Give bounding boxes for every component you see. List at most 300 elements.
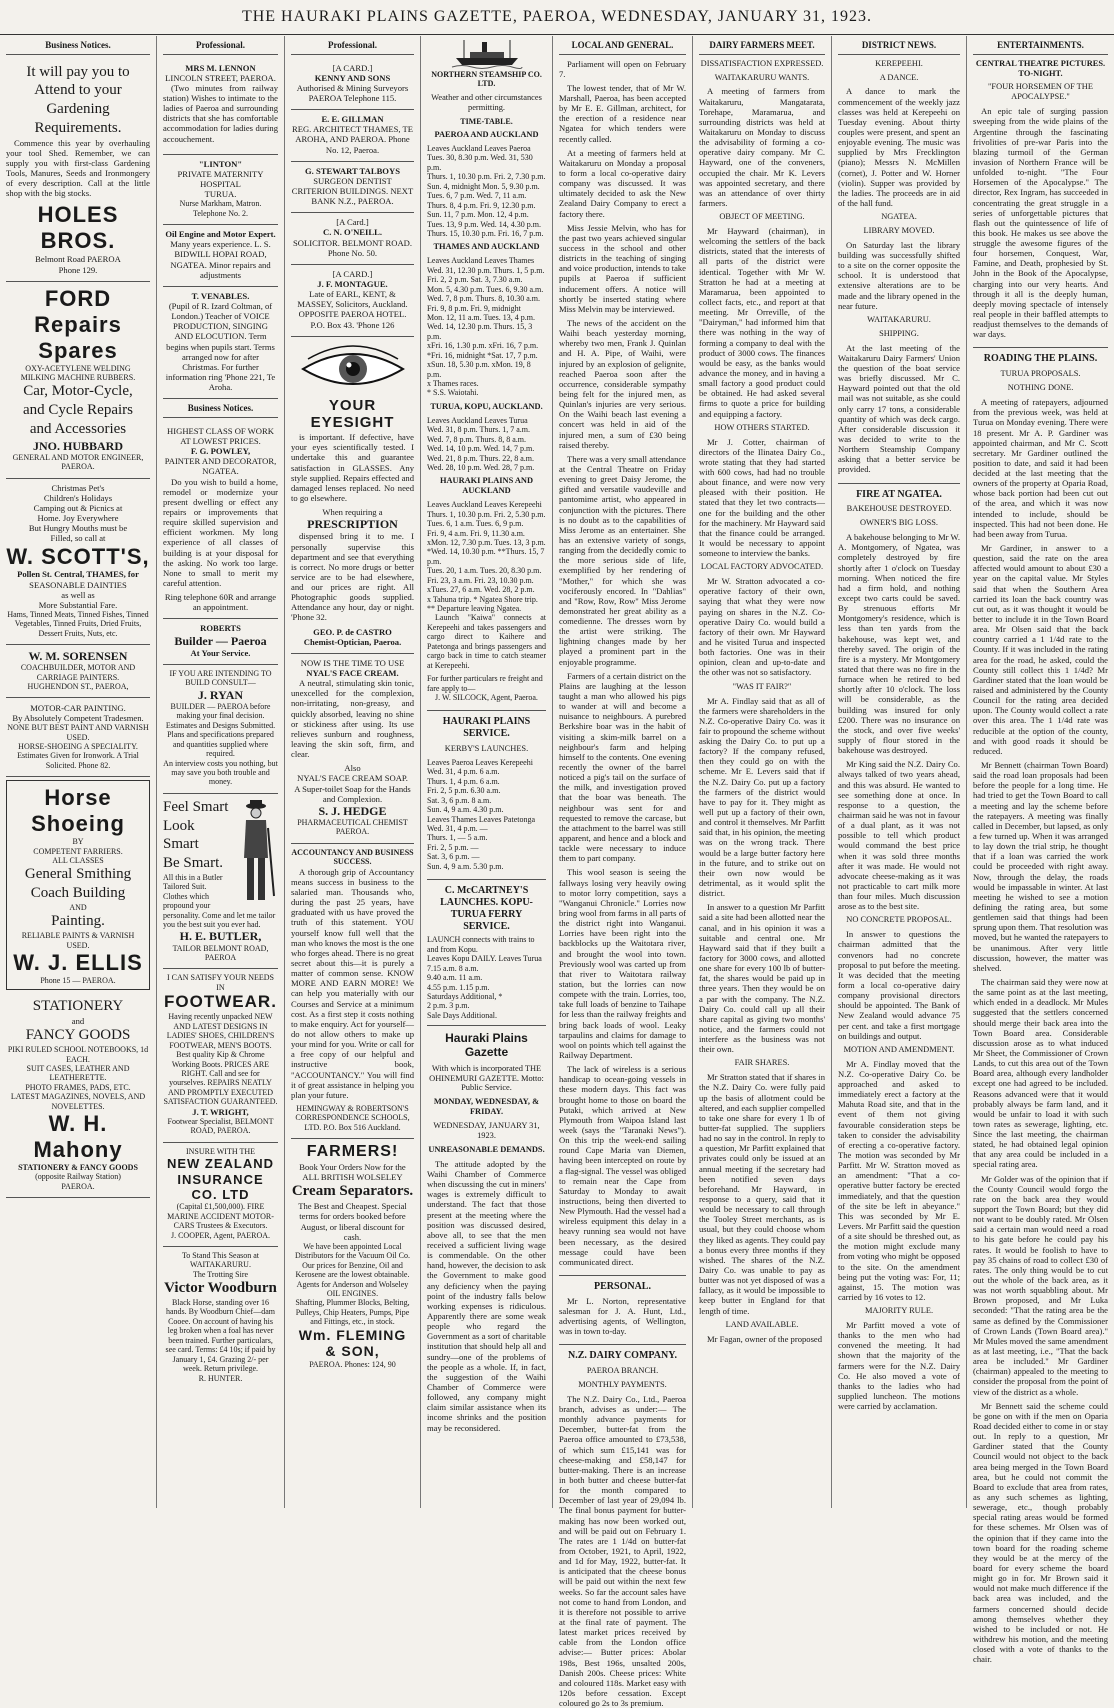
column-header: ENTERTAINMENTS. [973, 36, 1108, 55]
ad-headline: NEW ZEALAND INSURANCE CO. LTD [166, 1156, 275, 1202]
steamship-company: NORTHERN STEAMSHIP CO. LTD. [431, 70, 542, 89]
timetable-row: Fri. 9, 8 p.m. Fri. 9, midnight [427, 303, 521, 313]
column-header: LOCAL AND GENERAL. [559, 36, 686, 55]
article-paragraph: There was a very small attendance at the Central Theatre on Friday evening to greet Daisy Jerome, the gifted and versatile vaudeville and pantomime artist, who appeared in conjunction with the pictures. There is no doubt as to the capabilities of Miss Jerome as an entertainer. She has an extensive variety of songs, ranging from the decidedly comic to the more serious side of life, exemplified by her rendering of "Mother," for which she was vociferously encored. In "Dahlias" and "Row, Row, Row" Miss Jerome demonstrated her great ability as a comedienne. The dresses worn by the artist were striking. The lightning changes made by her played a prominent part in the enjoyable programme. [559, 453, 686, 667]
article-paragraph: LAUNCH connects with trains to and from Kopu. [427, 935, 535, 954]
ad-line: Book Your Orders Now for the ALL BRITISH WOLSELEY [299, 1162, 406, 1183]
ad-headline: Look [163, 817, 195, 834]
article-paragraph: Mr W. Stratton advocated a co-operative factory of their own, saying that what they were now paying on shares in the N.Z. Co-operative Dairy Co. would build a factory of their own. Mr Hayward and he visited Turua and inspected both factories. One was in their opinion, clean and up-to-date and the other was not so satisfactory. [699, 576, 825, 678]
scott-ad [6, 479, 150, 646]
ad-body: A thorough grip of Accountancy means success in business to the salaried man. Thousands who, during the past 25 years, have graduated with us have proved the truth of this statement. YOU yourself know full well that the man who knows the most is the one who forges ahead. There is no great secret about this—it is purely a matter of common sense. KNOW MORE AND EARN MORE! We can help you materially with our Courses and Service at a minimum cost. As a first step it costs nothing to make enquiry. Act for yourself—do not allow others to make up your mind for you. Write or call for a free copy of our helpful and instructive book, "ACCOUNTANCY." You will find it of great assistance in helping you plan your future. [291, 866, 414, 1100]
victor-woodburn-ad [163, 1247, 278, 1389]
ad-headline: At Your Service. [190, 647, 251, 658]
timetable-row: xFri. 16, 1.30 p.m. xFri. 16, 7 p.m. [427, 341, 539, 351]
section-subheading: MONTHLY PAYMENTS. [578, 1379, 667, 1389]
ad-body: The Best and Cheapest. Special terms for orders booked before August, or liberal discount for cash. [298, 1201, 407, 1242]
advertiser-name: JNO. HUBBARD [32, 438, 123, 453]
ad-line: MILKING MACHINE RUBBERS. [20, 372, 136, 382]
ad-line: NYAL'S FACE CREAM SOAP. [297, 773, 408, 784]
ad-address: LINCOLN STREET, PAEROA. [165, 72, 276, 83]
section-subheading: "FOUR HORSEMEN OF THE APOCALYPSE." [988, 82, 1093, 102]
section-heading: PERSONAL. [559, 1275, 686, 1293]
column-entertainments [967, 36, 1114, 1665]
ad-line: For further particulars re freight and fare apply to— [427, 674, 543, 693]
section-heading: ROADING THE PLAINS. [973, 347, 1108, 365]
timetable-row: Sale Days Additional. [427, 1010, 497, 1020]
ad-line: INSURE WITH THE [185, 1146, 256, 1156]
column-header: Professional. [163, 36, 278, 55]
talboys-ad [291, 162, 414, 214]
section-subheading: SHIPPING. [879, 328, 919, 338]
agent-name: J. W. SILCOCK, Agent, Paeroa. [435, 692, 538, 702]
article-paragraph: A meeting of ratepayers, adjourned from the previous week, was held at Turua on Monday evening. There were 18 present. Mr A. P. Gardiner was appointed chairman, and Mr C. Scott secretary. Mr Gardiner outlined the position to date, and said it had been decided at the last meeting that the owners of the property at Oparia Road, whose back portion had been cut out of the area, and which it was now intended to include, should be inspected. This had not been done. He had been away from Turua. [973, 397, 1108, 539]
column-professional [157, 36, 285, 1508]
ad-headline: ACCOUNTANCY AND BUSINESS SUCCESS. [291, 847, 414, 867]
timetable-row: Tues. 30, 8.30 p.m. Wed. 31, 530 p.m. [427, 153, 533, 172]
route-title: PAEROA AND AUCKLAND [434, 130, 539, 140]
gillman-ad [291, 110, 414, 162]
column-header: DISTRICT NEWS. [838, 36, 960, 55]
article-paragraph: At the last meeting of the Waitakaruru Dairy Farmers' Union the question of the boat service was briefly discussed. Mr C. Hayward pointed out that the old mail was not suitable, as she could only carry 17 tons, a considerable quantity of which was deck cargo. After considerable discussion it was decided to write to the Northern Steamship Company asking that a better service be provided. [838, 342, 960, 475]
article-paragraph: Launch "Kaiwa" connects at Kerepeehi and takes passengers and cargo direct to Kaihere and Patetonga and brings passengers and cargo back in time to catch steamer at Kerepeehi. [427, 613, 546, 670]
ad-address: Pollen St. Central, THAMES, for [17, 569, 139, 580]
ad-headline: Attend to your [34, 82, 122, 99]
wright-ad [163, 969, 278, 1142]
article-paragraph: Mr Hayward (chairman), in welcoming the settlers of the back districts, stated that the interests of all parts of the district were identical. Together with Mr W. Stratton he had at a meeting at Maramarua, been appointed to collect facts, etc., and report at that meeting. Mr Orreville, of the "Dairyman," had informed him that there was nothing in the way of forming a company to deal with the product of 3000 cows. The finances would be easy, as the banks would advance the money, and in having a small factory a good product could be obtained. He had asked several firms to quote a price for building and equipping a factory. [699, 226, 825, 419]
timetable-row: Thurs. 1, 10.30 p.m. Fri. 2, 5.30 p.m. [427, 509, 546, 519]
column-header: Professional. [291, 36, 414, 55]
timetable-row: Wed. 7, 8 p.m. Thurs. 8, 10.30 a.m. [427, 294, 540, 304]
route-columns: Leaves Auckland Leaves Thames [427, 256, 535, 266]
timetable-row: *Fri. 16, midnight *Sat. 17, 7 p.m. [427, 350, 538, 360]
bidwill-ad [163, 225, 278, 287]
masthead: THE HAURAKI PLAINS GAZETTE, PAEROA, WEDNESDAY, JANUARY 31, 1923. [0, 0, 1114, 35]
article-paragraph: Farmers of a certain district on the Plains are laughing at the lesson taught a man who allowed his pigs to wander at will and become a nuisance to neighbours. A purebred Berkshire boar was in the habit of visiting a skim-milk barrel on a neighbour's farm and helping himself to the contents. One evening recently the owner of the barrel noticed a pig's tail on the surface of the milk, and investigation proved that the boar was beneath. The neighbour was sent for and requested to remove the carcase, but the attachment to the barrel was still apparent, and hence and a block and tackle were necessary to induce them to part company. [559, 670, 686, 864]
ad-address: Belmont Road PAEROA [35, 254, 121, 265]
ad-body: Authorised & Mining Surveyors PAEROA Telephone 115. [296, 82, 409, 104]
ad-line: [A CARD.] [332, 62, 373, 73]
article-paragraph: Mr Fagan, owner of the proposed [707, 1333, 823, 1344]
ad-line: COMPETENT FARRIERS. [33, 846, 123, 856]
article-paragraph: Mr A. Findlay moved that the N.Z. Co-operative Dairy Co. be approached and asked to immediately erect a factory at the Mahuta Road site, and that in the event of them not giving favourable consideration steps be taken to consider the advisability of erecting a co-operative factory. The motion was seconded by Mr Parfitt. Mr W. Stratton moved as an amendment: "That a co-operative butter factory be erected immediately, and that the question of the site be left in abeyance." This was seconded by Mr E. Levers. Mr Parfitt said the question of a site should be threshed out, as the motion might exclude many from voting who might be opposed to the site. On the amendment being put the voting was: For, 11; against, 15. The motion was carried by 16 votes to 12. [838, 1058, 960, 1302]
ryan-ad [163, 665, 278, 794]
timetable-row: Wed. 31, 4 p.m. 6 a.m. [427, 767, 500, 777]
oneill-ad [291, 213, 414, 265]
ad-headline: STATIONERY [32, 998, 124, 1015]
timetable-row: Fri. 2, 5 p.m. 6.30 a.m. [427, 786, 501, 796]
ad-address: PAEROA. Phones: 124, 90 [309, 1359, 396, 1369]
ad-line: ALL CLASSES [52, 856, 104, 866]
eye-illustration-icon [298, 345, 408, 393]
ad-body: (Capital £1,500,000). FIRE MARINE ACCIDENT MOTOR-CARS Trustees & Executors. [167, 1202, 274, 1231]
article-paragraph: An epic tale of surging passion sweeping from the wide plains of the Argentine through the fascinating frivolities of pre-war Paris into the blazing turmoil of the German invasion of Northern France will be unfolded to-night. "The Four Horsemen of the Apocalypse." The director, Rex Ingram, has succeeded in concentrating the great struggle in a series of unforgettable pictures that flash out the quintessence of life of this book. He makes us see above the struggle the awesome figures of the four horsemen, Conquest, War, Famine, and Death, prophesied by St. John in the Book of the Apocalypse, charging into our very hearts. And through it all is the deeply human, deeply moving spectacle of intensely real people in their baffled attempts to readjust themselves to the demands of war days. [973, 106, 1108, 340]
powley-ad [163, 422, 278, 620]
timetable-row: Wed. 14, 10 p.m. Wed. 14, 7 p.m. [427, 444, 535, 454]
ad-line: RELIABLE PAINTS & VARNISH USED. [21, 931, 135, 950]
gazette-days: MONDAY, WEDNESDAY, & FRIDAY. [433, 1097, 540, 1117]
ad-body: SOLICITOR. BELMONT ROAD. Phone No. 50. [292, 237, 413, 258]
ad-line: [A CARD.] [332, 268, 373, 279]
timetable-row: *Wed. 14, 10.30 p.m. **Thurs. 15, 7 p.m. [427, 547, 545, 566]
timetable-row: Tues. 20, 1 a.m. Tues. 20, 8.30 p.m. [427, 566, 542, 576]
timetable-row: Sat. 3, 6 p.m. 8 a.m. [427, 795, 492, 805]
ellis-ad [6, 780, 150, 990]
ad-headline: Spares [38, 337, 118, 363]
ad-address: Footwear Specialist, BELMONT ROAD, PAEROA. [167, 1116, 274, 1136]
ad-address: PAEROA. [61, 1181, 95, 1191]
timetable-row: Thurs. 8, 4 p.m. Fri. 9, 12.30 p.m. [427, 200, 536, 210]
gazette-title: Hauraki Plains Gazette [445, 1031, 528, 1060]
route-columns: Leaves Auckland Leaves Kerepeehi [427, 500, 542, 510]
advertiser-name: HEMINGWAY & ROBERTSON'S CORRESPONDENCE SCHOOLS, LTD. P.O. Box 516 Auckland. [295, 1104, 410, 1132]
timetable-row: 7.15 a.m. 8 a.m. [427, 963, 479, 973]
ad-line: To Stand This Season at WAITAKARURU. [181, 1250, 260, 1270]
ad-headline: PRESCRIPTION [307, 517, 398, 532]
section-subheading: WAITAKARURU. [867, 314, 931, 324]
column-professional-2 [285, 36, 421, 1508]
advertiser-name: "LINTON" [198, 158, 243, 169]
section-header: Business Notices. [163, 399, 278, 418]
ad-line: PHARMACEUTICAL CHEMIST PAEROA. [297, 818, 408, 837]
montague-ad [291, 265, 414, 337]
ad-line: Camping out & Picnics at [33, 502, 123, 513]
advertiser-name: ROBERTS [200, 623, 241, 634]
timetable-row: Thurs. 1, 10.30 p.m. Fri. 2, 7.30 p.m. [427, 172, 546, 182]
ad-body: REG. ARCHITECT THAMES, TE AROHA, AND PAEROA. Phone No. 12, Paeroa. [291, 124, 414, 155]
timetable-row: 9.40 a.m. 11 a.m. [427, 973, 483, 983]
timetable-row: Mon. 5, 4.30 p.m. Tues. 6, 9.30 a.m. [427, 284, 544, 294]
section-heading: FIRE AT NGATEA. [838, 483, 960, 501]
ad-headline: and Accessories [29, 420, 127, 437]
ad-line: STATIONERY & FANCY GOODS [18, 1163, 138, 1173]
ad-line: Ring telephone 60R and arrange an appointment. [164, 592, 277, 613]
timetable-row: Thurs. 1, 4 p.m. 6 a.m. [427, 776, 500, 786]
advertiser-name: G. STEWART TALBOYS [305, 165, 400, 176]
steamship-illustration-icon [452, 38, 522, 68]
ad-line: LATEST MAGAZINES, NOVELS, AND NOVELETTES. [10, 1092, 146, 1111]
ad-headline: Painting. [51, 913, 105, 930]
article-paragraph: Mr A. Findlay said that as all of the farmers were shareholders in the N.Z. Co-operative Dairy Co. was it fair to propound the scheme without asking the Dairy Co. to put up a factory? If the company refused, then they could go on with the scheme. Mr E. Levers said that if the N.Z. Dairy Co. put up a factory the farmers of the district would have to pay for it. They might as well put up a factory of their own, and control it themselves. Mr Parfitt said that, in his opinion, the meeting was on the wrong track. There would be a large butter factory here in the future, and to strike out on their own now would be detrimental, as it would split the district. [699, 695, 825, 899]
section-subheading: NO CONCRETE PROPOSAL. [846, 915, 952, 925]
column-shipping-editorial [421, 36, 553, 1508]
advertiser-name: KENNY AND SONS [314, 72, 391, 83]
section-subheading: WAITAKARURU WANTS. [714, 72, 810, 82]
section-subheading: PAEROA BRANCH. [586, 1366, 659, 1376]
advertiser-name: T. VENABLES. [191, 290, 250, 301]
ad-headline: Cream Separators. [291, 1183, 414, 1200]
butler-ad [163, 794, 278, 970]
column-local-and-general [553, 36, 693, 1708]
article-paragraph: The chairman said they were now at the same point as at the last meeting, which ended in a deadlock. Mr Mules suggested that the settlers concerned should merge their back area into the Town Board area. Considerable discussion arose as to what induced Mr Sheet, the Commissioner of Crown Lands, to cut this area out of the Town Board area, although every landholder except one had agreed to be included. Reasons advanced were that it would probably always be farm land, and it would be unfair to load it with such town rates as sewerage, lighting, etc. Since the last meeting, the chairman stated, he had obtained legal opinion that any area could be included in a special rating area. [973, 976, 1108, 1170]
article-paragraph: Mr Bennett (chairman Town Board) said the road loan proposals had been before the people for a long time. He had tried to get the Town Board to call a meeting and lay the scheme before the ratepayers. A meeting was finally called in December, but lapsed, as only a few turned up. When it was arranged to lay down the trial strip, he thought that if a loan was carried the work could be proceeded with right away. Now, through the delay, the roads would be impassable in winter. At last meeting he wished to see a motion defining the rating area, but some gentlemen said that things had been sprung upon them. That resolution was moved, but he wanted the ratepayers to be unanimous. After very little discussion, however, the matter was shelved. [973, 760, 1108, 973]
route-columns: Leaves Auckland Leaves Turua [427, 415, 528, 425]
ad-headline: Be Smart. [163, 855, 223, 872]
article-paragraph: This wool season is seeing the fallways losing very heavily owing to motor lorry competition, says a "Wanganui Chronicle." Lorries now bring wool from farms in all parts of the district right into Wanganui. Lorries have been right into the backblocks up the Waitotara river, and brought the wool into town. Previously wool was carted up from that river to Waitotara railway station, but the lorries can now compete with the train. Lorries, too, take full loads of benzine to Taihape for less than the railway freights and bring back loads of wool. Leaky tarpaulins and claims for damage to wool on points which tell against the Railway Department. [559, 867, 686, 1060]
ad-line: I CAN SATISFY YOUR NEEDS IN [167, 973, 274, 992]
advertiser-name: J. RYAN [197, 687, 244, 702]
article-paragraph: In answer to questions the chairman admitted that the convenors had no concrete proposal to put before the meeting. It was decided that the meeting form a local co-operative dairy company provisional directors should be appointed. The Bank of New Zealand would advance 75 per cent. and take a first mortgage on buildings and output. [838, 929, 960, 1041]
advertiser-name: W. H. Mahony [33, 1111, 123, 1163]
ad-line: AND [69, 902, 87, 912]
section-heading: HAURAKI PLAINS SERVICE. [427, 710, 546, 740]
advertiser-name: GEO. P. de CASTRO [313, 626, 392, 637]
ad-line: PRIVATE MATERNITY HOSPITAL [177, 168, 264, 190]
ad-body: Many years experience. L. S. BIDWILL HOPAI ROAD, NGATEA. Minor repairs and adjustments [170, 239, 271, 280]
ad-headline: Feel Smart [163, 798, 229, 815]
advertiser-name: Wm. FLEMING & SON, [298, 1326, 407, 1360]
timetable-row: Fri. 9, 4 a.m. Fri. 9, 11.30 a.m. [427, 528, 525, 538]
ad-headline: Smart [163, 836, 199, 853]
ad-headline: FARMERS! [306, 1143, 399, 1161]
ad-line: HIGHEST CLASS OF WORK AT LOWEST PRICES. [167, 425, 274, 447]
kenny-ad [291, 59, 414, 111]
timetable-row: Leaves Thames Leaves Patetonga [427, 814, 536, 824]
article-paragraph: Miss Jessie Melvin, who has for the past two years achieved singular success in the school and other districts in the teaching of singing and voice production, intends to take pupils at Paeroa if sufficient inducement offers. A notice will shortly be inserted stating where Miss Melvin may be interviewed. [559, 222, 686, 314]
advertiser-name: E. E. GILLMAN [321, 114, 384, 125]
route-columns: Leaves Kopu DAILY. Leaves Turua [427, 954, 542, 964]
timetable-row: Sun. 4, 9 a.m. 4.30 p.m. [427, 805, 504, 815]
article-paragraph: At a meeting of farmers held at Waitakaruru on Monday a proposal to form a local co-operative dairy company was discussed. It was ultimately decided to ask the New Zealand Dairy Company to erect a factory there. [559, 147, 686, 219]
ad-line: NOW IS THE TIME TO USE [300, 657, 405, 668]
ad-line: But Hungry Mouths must be [28, 523, 128, 534]
ad-headline: YOUR EYESIGHT [310, 396, 395, 432]
ad-line: BUILDER — PAEROA before making your final decision. [170, 701, 271, 721]
advertiser-name: W. SCOTT'S, [6, 543, 150, 569]
ad-headline: Oil Engine and Motor Expert. [165, 229, 276, 240]
section-subheading: DISSATISFACTION EXPRESSED. [700, 58, 824, 68]
advertiser-name: W. M. SORENSEN [28, 649, 128, 664]
ad-body: Commence this year by overhauling your tool Shed. Remember, we can supply you with first-class Gardening Tools, Manures, Seeds and Ironmongery of every description. Call at the little shop with the big stocks. [6, 137, 150, 199]
section-subheading: A DANCE. [879, 72, 919, 82]
ad-headline: Car, Motor-Cycle, [23, 383, 133, 400]
timetable-row: Sun. 4, midnight Mon. 5, 9.30 p.m. [427, 181, 540, 191]
venables-ad [163, 287, 278, 399]
section-subheading: OBJECT OF MEETING. [719, 212, 805, 222]
linton-ad [163, 155, 278, 225]
section-subheading: LAND AVAILABLE. [725, 1319, 799, 1329]
article-paragraph: On Saturday last the library building was successfully shifted to a site on the corner opposite the school. It is understood that extensive alterations are to be made and the library opened in the near future. [838, 239, 960, 311]
mahony-ad [6, 993, 150, 1198]
timetable-row: 2 p.m. 3 p.m. [427, 1001, 470, 1011]
article-paragraph: In answer to a question Mr Parfitt said a site had been allotted near the canal, and in his opinion it was a suitable and central one. Mr Hayward said that if they built a factory for 3000 cows, and allotted one share for every 100 lb of butter-fat, the shares would be paid up in three years. Then they would be on a par with the company. The N.Z. Dairy Co. could call up all their share capital as giving two months' notice, and the farmers could not interfere as the business was not their own. [699, 902, 825, 1055]
ad-headline: General Smithing [24, 866, 132, 883]
article-paragraph: Mr Stratton stated that if shares in the N.Z. Dairy Co. were fully paid up the basis of allotment could be altered, and each supplier compelled to take one share for every 1 lb of butter-fat supplied. The suppliers had no say in the control. In reply to a question, Mr Parfitt explained that privates could only be issued at an annual meeting if the secretary had been notified seven days beforehand. Mr Hayward, in response to a query, said that it would be necessary to call through the Tooley Street merchants, as is usual, but they could choose whom they liked as agents. They could pay a bonus every three months if they wished. The shares of the N.Z. Dairy Co. was unable to pay as butter was not yet disposed of was a fallacy, as it would be impossible to keep butter in England for that length of time. [699, 1072, 825, 1316]
timetable-row: Sat. 3, 6 p.m. — [427, 852, 480, 862]
ad-line: PIKI RULED SCHOOL NOTEBOOKS, 1d EACH. [7, 1045, 149, 1064]
ad-body: Agents for Anderson and Wolseley OIL ENGINES. [296, 1279, 409, 1298]
ad-headline: Horse Shoeing [31, 785, 125, 837]
ad-line: Nurse Markham, Matron. Telephone No. 2. [179, 199, 262, 218]
route-columns: Leaves Auckland Leaves Paeroa [427, 144, 531, 154]
ad-line: The Trotting Sire [192, 1269, 249, 1279]
timetable-row: Thurs. 15, 10.30 p.m. Fri. 16, 7 p.m. [427, 228, 544, 238]
advertiser-name: R. HUNTER. [198, 1373, 243, 1383]
route-columns: Leaves Paeroa Leaves Kerepeehi [427, 757, 533, 767]
timetable-row: Fri. 2, 5 p.m. — [427, 842, 479, 852]
ad-line: By Absolutely Competent Tradesmen. [12, 712, 144, 723]
ad-body: (Pupil of R. Izard Coltman, of London.) Teacher of VOICE PRODUCTION, SINGING AND ELOCUTION. Term begins when pupils start. Terms arranged now for after Christmas. For further information ring 'Phone 221, Te Aroha. [165, 301, 276, 393]
ad-headline: FORD Repairs [34, 285, 122, 337]
article-paragraph: A meeting of farmers from Waitakaruru, Mangatarata, Torehape, Maramarua, and surrounding districts was held at Waitakaruru on Monday to discuss the advisability of forming a co-operative dairy company. Mr C. Hayward, one of the conveners, occupied the chair. Mr K. Levers was appointed secretary, and there was an attendance of over thirty farmers. [699, 86, 825, 208]
ad-headline: FOOTWEAR. [164, 992, 277, 1012]
timetable-row: Wed. 7, 8 p.m. Thurs. 8, 8 a.m. [427, 434, 526, 444]
ad-line: SUIT CASES, LEATHER AND LEATHERETTE. [26, 1063, 130, 1083]
timetable-note: x Tahuna trip. * Ngatea Shore trip. ** Departure leaving Ngatea. [427, 594, 538, 614]
ad-line: SEASONABLE DAINTIES [29, 579, 127, 590]
ford-ad [6, 282, 150, 479]
ad-line: GENERAL AND MOTOR ENGINEER, PAEROA. [12, 452, 144, 472]
ad-line: BY [72, 837, 84, 847]
gentleman-illustration-icon [234, 798, 278, 908]
ad-body: Having recently unpacked NEW AND LATEST DESIGNS IN LADIES' SHOES, CHILDREN'S FOOTWEAR, MEN'S BOOTS. Best quality Kip & Chrome Working Boots. PRICES ARE RIGHT. Call and see for yourselves. REPAIRS NEATLY AND PROMPTLY EXECUTED SATISFACTION GUARANTEED. [163, 1012, 278, 1107]
ad-line: TURUA. [204, 189, 237, 200]
article-paragraph: A dance to mark the commencement of the weekly jazz classes was held at Kerepeehi on Tuesday evening. About thirty couples were present, and spent an enjoyable evening. The music was supplied by Mrs Frecklington (piano); Messrs N. McMillen (cornet), J. Potter and W. Horner (violin). Supper was provided by the ladies. The proceeds are in aid of the hall fund. [838, 86, 960, 208]
ad-line: COACHBUILDER, MOTOR AND [20, 663, 136, 673]
gazette-subtitle: With which is incorporated THE OHINEMURI GAZETTE. Motto: Public Service. [429, 1063, 544, 1093]
holes-bros-ad [6, 59, 150, 282]
article-paragraph: The lack of wireless is a serious handicap to ocean-going vessels in these modern days. This fact was brought home to those on board the Putaki, which arrived at New Plymouth from Waipoa Island last week (says the "Taranaki News"). On this trip the week-end sailing round Cape Maria van Diemen, having been intercepted on route by a flag-signal. The vessel was obliged to remain near the Cape from Saturday to Monday to await instructions, being then diverted to New Plymouth. Had the vessel had a wireless equipment this delay in a heavy running sea would not have been necessary, as the desired message could have been communicated direct. [559, 1064, 686, 1267]
ad-line: More Substantial Fare. [38, 599, 118, 610]
ad-body: All this in a Butler Tailored Suit. Clothes which propound your personality. Come and let me tailor you the best suit you ever had. [163, 872, 276, 930]
advertiser-name: H. E. BUTLER, [179, 929, 262, 944]
ad-line: Filled, so call at [50, 533, 106, 544]
de-castro-ad [291, 337, 414, 654]
section-subheading: LIBRARY MOVED. [863, 226, 935, 236]
route-title: TURUA, KOPU, AUCKLAND. [430, 401, 543, 411]
article-paragraph: Mr Golder was of the opinion that if the County Council would forgo the rate on the back area they would support the Town Board; but they did not want to be doubly rated. Mr Olsen said a certain man would need a road to his gate before he could pay his rates. It would be foolish to have to pay 35 chains of road to collect £30 of rates. The only thing would be to cut out the whole of the back area, as it was not worth squabbling about. Mr Brown proposed, and Mr Luka seconded: "That the rating area be the same as defined by the Commissioner of Crown Lands (Town Board area)." Mr Mules moved the same amendment as at last meeting, i.e., "That the back area be included." Mr Gardiner (chairman) appealed to the meeting to consider the proposal from the point of view of the district as a whole. [973, 1173, 1108, 1397]
timetable-row: Wed. 31, 8 p.m. Thurs. 1, 7 a.m. [427, 425, 530, 435]
article-paragraph: Parliament will open on February 7. [559, 58, 686, 79]
ad-line: When requiring a [322, 507, 383, 518]
advertiser-name: C. N. O'NEILL. [323, 227, 382, 238]
fleming-ad [291, 1139, 414, 1375]
ad-line: Children's Holidays [43, 492, 113, 503]
section-subheading: TURUA PROPOSALS. [1000, 369, 1081, 379]
advertiser-name: J. T. WRIGHT, [192, 1106, 249, 1117]
ad-body: CRITERION BUILDINGS. NEXT BANK N.Z., PAEROA. [291, 186, 414, 207]
ad-headline: NYAL'S FACE CREAM. [306, 668, 399, 679]
article-paragraph: Mr Parfitt moved a vote of thanks to the men who had convened the meeting. It had shown that the majority of the farmers were for the N.Z. Dairy Co. He also moved a vote of thanks to the ladies who had supplied luncheon. The motions were carried by acclamation. [838, 1320, 960, 1412]
ad-line: as well as [61, 589, 95, 600]
lennon-ad [163, 59, 278, 155]
ad-phone: Phone 129. [58, 264, 98, 275]
section-subheading: HOW OTHERS STARTED. [714, 422, 810, 432]
ad-line: HORSE-SHOEING A SPECIALITY. [18, 741, 138, 751]
timetable-row: Tues. 6, 7 p.m. Wed. 7, 11 a.m. [427, 191, 527, 201]
ad-line: IF YOU ARE INTENDING TO BUILD CONSULT— [169, 668, 272, 688]
section-subheading: KERBY'S LAUNCHES. [444, 744, 529, 753]
ad-address: (opposite Railway Station) [35, 1172, 121, 1182]
article-paragraph: Mr L. Norton, representative salesman for J. A. Hunt, Ltd., advertising agents, of Wellington, was in town to-day. [559, 1295, 686, 1337]
ad-line: Christmas Pet's [51, 482, 105, 493]
ad-line: Also [344, 763, 361, 774]
timetable-row: Wed. 31, 4 p.m. — [427, 823, 488, 833]
timetable-note: x Thames races. [427, 379, 479, 388]
section-subheading: CENTRAL THEATRE PICTURES. TO-NIGHT. [975, 58, 1106, 78]
section-subheading: MAJORITY RULE. [864, 1306, 934, 1316]
ad-body: Late of EARL, KENT, & MASSEY, Solicitors, Auckland. OPPOSITE PAEROA HOTEL. P.O. Box 43. 'Phone 126 [297, 289, 408, 330]
ad-headline: Builder — Paeroa [174, 633, 267, 648]
column-header: Business Notices. [6, 36, 150, 55]
route-title: HAURAKI PLAINS AND AUCKLAND [439, 476, 534, 496]
timetable-row: Wed. 31, 12.30 p.m. Thurs. 1, 5 p.m. [427, 265, 545, 275]
section-subheading: FAIR SHARES. [734, 1058, 790, 1068]
timetable-row: xTues. 27, 6 a.m. Wed. 28, 2 p.m. [427, 585, 535, 595]
ad-body: Hams, Tinned Meats, Tinned Fishes, Tinned Vegetables, Tinned Fruits, Dried Fruits, Dessert Fruits, Nuts, etc. [7, 610, 149, 638]
ad-address: TAILOR BELMONT ROAD, PAEROA [172, 943, 269, 963]
ad-body: A neutral, stimulating skin tonic, unexcelled for the complexion, non-irritating, non-greasy, and quickly absorbed, leaving no shine or stickiness after using. Its use relieves sunburn and roughness, leaving the skin soft, firm, and clear. [291, 678, 414, 760]
hedge-ad [291, 654, 414, 844]
ad-body: is important. If defective, have your eyes scientifically tested. I undertake this and guarantee satisfaction in GLASSES. Any style supplied. Repairs effected and damaged lenses replaced. No need to go elsewhere. [291, 432, 414, 503]
article-paragraph: Mr Gardiner, in answer to a question, said the rate on the area affected would amount to about £30 a year on the capital value. Mr Styles said that when the Southern Area carried its loan the back country was cut out, as it was thought it would be better to include it in the Town Board area. Mr Olsen said that the back country carried a 1 1/4d rate to the County. If it was included in the rating area for the road, he asked, could the County still collect this 1 1/4d? Mr Gardiner stated that the loan would be raised and administered by the County Council for the rating area decided upon. The County would collect a rate over this area. The 1 1/4d rate was reducible at the option of the county, and with good roads it should be reduced. [973, 543, 1108, 756]
ad-body: (Two minutes from railway station) Wishes to intimate to the ladies of Paeroa and surrounding districts that she has comfortable accommodation for ladies during accouchement. [163, 82, 278, 144]
section-subheading: OWNER'S BIG LOSS. [859, 518, 939, 528]
article-paragraph: Mr King said the N.Z. Dairy Co. always talked of two years ahead, and this was absurd. He wanted to see something done at once. In response to a question, the chairman said he was not in favour of a dual plant, as it was not possible to tell which product would command the best price when it was sold three months after it was made. He would not advocate cheese-making as it was not practicable to cart milk more than four miles. Much discussion arose as to the best site. [838, 759, 960, 912]
article-paragraph: The news of the accident on the Waihi beach yesterday morning, whereby two men, Frank J. Quinlan and H. A. Pipe, of Waihi, were injured by an explosion of gelignite, reached Paeroa soon after the occurrence, considerable sympathy being felt for the injured men, as Quinlan's injuries are very serious. On the Waihi beach last evening a concert was held in aid of the injured men, a sum of £30 being raised thereby. [559, 317, 686, 450]
timetable-row: xMon. 12, 7.30 p.m. Tues. 13, 3 p.m. [427, 537, 546, 547]
timetable-row: Saturdays Additional, * [427, 991, 503, 1001]
article-paragraph: The lowest tender, that of Mr W. Marshall, Paeroa, has been accepted by Mr E. E. Gillman, architect, for the erection of a residence near Ngatea for which tenders were recently called. [559, 82, 686, 144]
ad-body: Shafting, Plummer Blocks, Belting, Pulleys, Chip Heaters, Pumps, Pipe and Fittings, etc., in stock. [295, 1298, 410, 1327]
hemingway-ad [291, 844, 414, 1139]
ad-body: dispensed bring it to me. I personally supervise this department and see that everything is correct. No more drugs or better service are to be had elsewhere, and our prices are right. All Photographic goods supplied. Attendance any hour, day or night. 'Phone 32. [291, 531, 414, 623]
advertiser-name: W. J. ELLIS [13, 950, 143, 976]
ad-line: NONE BUT BEST PAINT AND VARNISH USED. [7, 723, 149, 742]
ad-body: We have been appointed Local Distributors for the Vacuum Oil Co. Our prices for Benzine, Oil and Kerosene are the lowest obtainable. [295, 1241, 410, 1280]
advertiser-name: S. J. HEDGE [318, 803, 387, 818]
section-subheading: MOTION AND AMENDMENT. [843, 1044, 955, 1054]
ad-phone: Phone 15 — PAEROA. [40, 976, 116, 985]
column-header: DAIRY FARMERS MEET. [699, 36, 825, 55]
section-subheading: LOCAL FACTORY ADVOCATED. [700, 562, 824, 572]
timetable-row: Sun. 4, 9 a.m. 5.30 p.m. [427, 861, 504, 871]
article-paragraph: Mr J. Cotter, chairman of directors of the Ilinatea Dairy Co., wrote stating that they had started with 600 cows, had had no trouble about finance, and were now very pleased with their position. He stated that they let two contracts—one for the building and the other for the machinery. Mr Hayward said that the finance could be arranged. It would be necessary to appoint someone to interview the banks. [699, 436, 825, 559]
column-district-news [832, 36, 967, 1508]
timetable-row: Tues. 13, 9 p.m. Wed. 14, 4.30 p.m. [427, 219, 542, 229]
advertiser-name: F. G. POWLEY, [190, 446, 251, 457]
nz-insurance-ad [163, 1143, 278, 1247]
ad-line: CARRIAGE PAINTERS. [36, 672, 120, 682]
timetable-row: Wed. 28, 10 p.m. Wed. 28, 7 p.m. [427, 462, 535, 472]
section-subheading: "WAS IT FAIR?" [732, 681, 792, 691]
roberts-ad [163, 619, 278, 664]
column-business-notices [0, 36, 157, 1508]
ad-line: PAINTER AND DECORATOR, NGATEA. [164, 456, 277, 477]
column-dairy-farmers [693, 36, 832, 1508]
route-title: THAMES AND AUCKLAND [433, 242, 540, 252]
section-heading: N.Z. DAIRY COMPANY. [559, 1344, 686, 1362]
ad-headline: and Cycle Repairs [23, 402, 133, 419]
section-subheading: NGATEA. [881, 212, 917, 222]
ad-body: An interview costs you nothing, but may save you both trouble and money. [163, 758, 278, 787]
timetable-row: Thurs. 1, — 5 a.m. [427, 833, 488, 843]
timetable-row: Sun. 11, 7 p.m. Mon. 12, 4 p.m. [427, 210, 529, 220]
timetable-row: Mon. 12, 11 a.m. Tues. 13, 4 p.m. [427, 312, 535, 322]
weather-note: Weather and other circumstances permitting. [431, 92, 542, 112]
gazette-date: WEDNESDAY, JANUARY 31, 1923. [433, 1121, 540, 1141]
section-subheading: NOTHING DONE. [1007, 383, 1074, 393]
ad-line: PHOTO FRAMES, PADS, ETC. [25, 1082, 131, 1092]
ad-body: Do you wish to build a home, remodel or modernize your present dwelling or effect any repairs or improvements that require skilled supervision and efficient workmen. My long experience of all classes of building is at your disposal for the asking. No work too large. None to small to merit my careful attention. [163, 476, 278, 588]
ad-headline: Requirements. [34, 119, 122, 136]
ad-headline: Victor Woodburn [164, 1280, 277, 1297]
ad-line: Chemist-Optician, Paeroa. [303, 636, 402, 647]
timetable-note: * S.S. Waiotahi. [427, 388, 479, 398]
ad-line: A Super-toilet Soap for the Hands and Complexion. [294, 783, 411, 804]
timetable-row: Wed. 21, 8 p.m. Thurs. 22, 8 a.m. [427, 453, 534, 463]
advertiser-name: J. F. MONTAGUE. [317, 279, 388, 289]
ad-line: [A Card.] [336, 217, 369, 228]
